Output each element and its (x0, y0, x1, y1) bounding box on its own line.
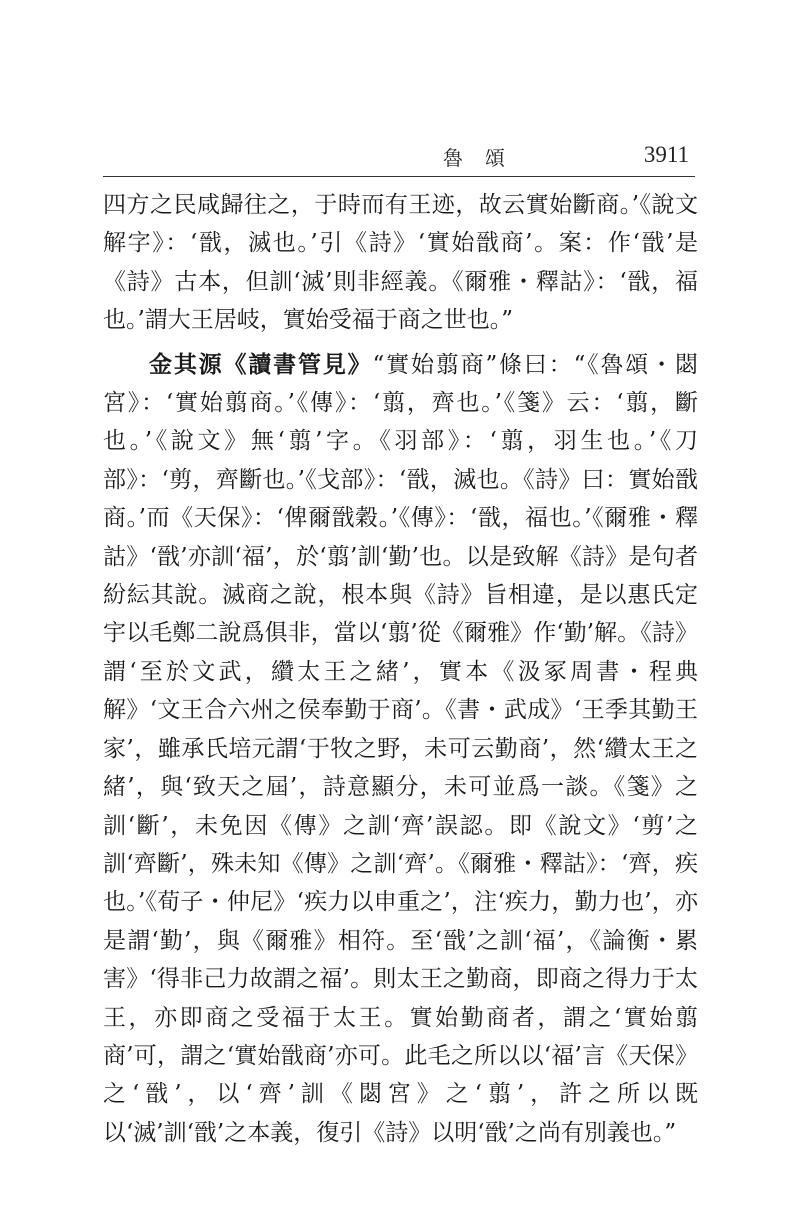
paragraph-2 (103, 346, 698, 1153)
running-title: 魯頌 (443, 146, 527, 170)
paragraph-2-text: “實始翦商”條曰：“《魯頌・閟宮》：‘實始翦商。’《傳》：‘翦，齊也。’《箋》云：‘翦，斷也。’《說文》無‘翦’字。《羽部》：‘翦，羽生也。’《刀部》：‘剪，齊斷也。’《戈部》：‘戩，滅也。《詩》曰：實始戩商。’而《天保》：‘俾爾戩穀。’《傳》：‘戩，福也。’《爾雅・釋詁》‘戩’亦訓‘福’，於‘翦’訓‘勤’也。以是致解《詩》是句者紛紜其說。滅商之說，根本與《詩》旨相違，是以惠氏定宇以毛鄭二說爲俱非，當以‘翦’從《爾雅》作‘勤’解。《詩》謂‘至於文武，纘太王之緒’，實本《汲冢周書・程典解》‘文王合六州之侯奉勤于商’。《書・武成》‘王季其勤王家’，雖承氏培元謂‘于牧之野，未可云勤商’，然‘纘太王之緒’，與‘致天之屆’，詩意顯分，未可並爲一談。《箋》之訓‘斷’，未免因《傳》之訓‘齊’誤認。即《說文》‘剪’之訓‘齊斷’，殊未知《傳》之訓‘齊’。《爾雅・釋詁》：‘齊，疾也。’《荀子・仲尼》‘疾力以申重之’，注‘疾力，勤力也’，亦是謂‘勤’，與《爾雅》相符。至‘戩’之訓‘福’，《論衡・累害》‘得非己力故謂之福’。則太王之勤商，即商之得力于太王，亦即商之受福于太王。實始勤商者，謂之‘實始翦商’可，謂之‘實始戩商’亦可。此毛之所以以‘福’言《天保》之‘戩’，以‘齊’訓《閟宮》之‘翦’，許之所以既以‘滅’訓‘戩’之本義，復引《詩》以明‘戩’之尚有別義也。” (103, 351, 699, 1146)
running-head (103, 138, 695, 174)
paragraph-1-text: 四方之民咸歸往之，于時而有王迹，故云實始斷商。’《說文解字》：‘戩，滅也。’引《詩》‘實始戩商’。案：作‘戩’是《詩》古本，但訓‘滅’則非經義。《爾雅・釋詁》：‘戩，福也。’謂大王居岐，實始受福于商之世也。” (103, 192, 698, 334)
page-number: 3911 (643, 142, 689, 167)
paragraph-1 (103, 186, 698, 340)
body-text (103, 186, 698, 1152)
cited-author: 金其源《讀書管見》 (149, 351, 373, 378)
header-rule (103, 176, 695, 177)
